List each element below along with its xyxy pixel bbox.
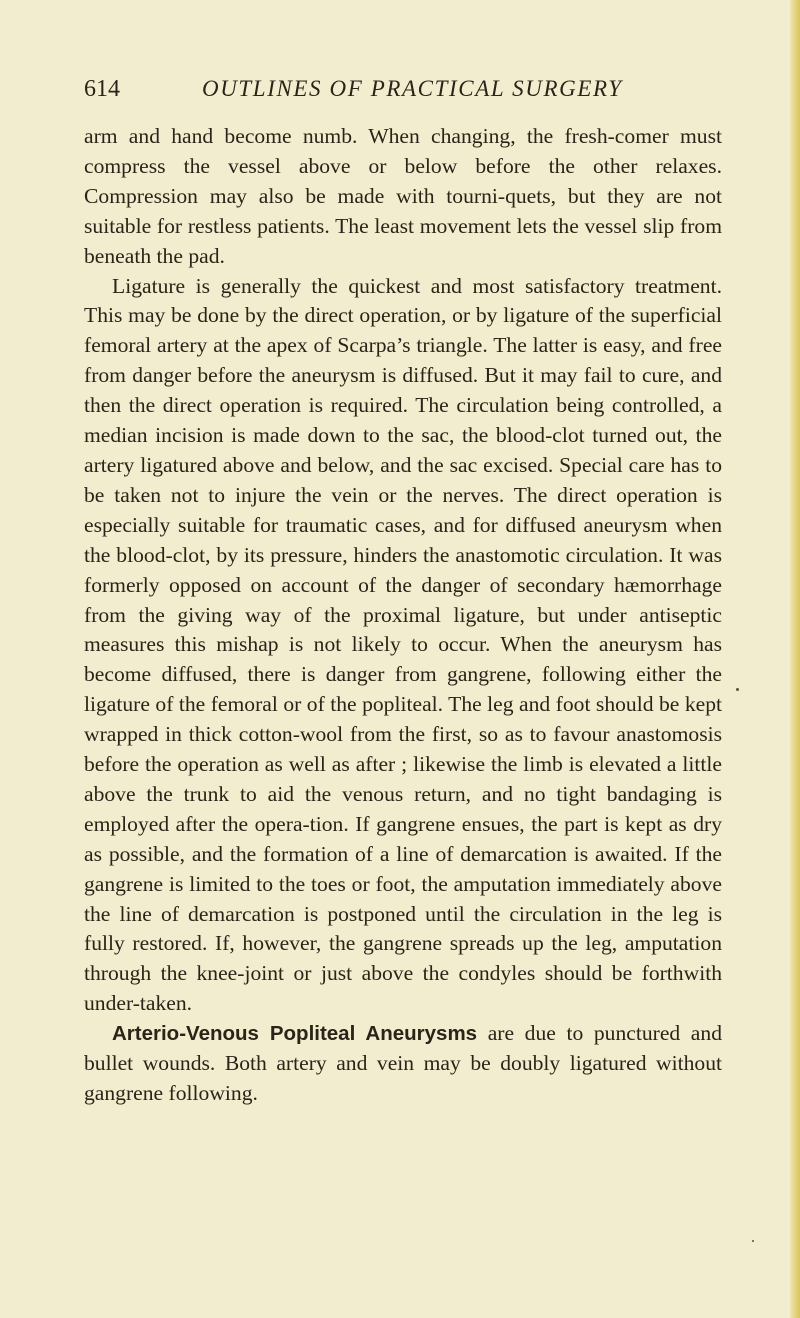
paragraph-text: are due to punctured and bullet wounds. Both artery and vein may be doubly ligatured without gangrene following.	[84, 1021, 722, 1105]
paragraph-continued	[84, 122, 722, 272]
page-edge	[790, 0, 800, 1318]
body-text	[84, 122, 722, 1109]
running-title: OUTLINES OF PRACTICAL SURGERY	[202, 76, 623, 101]
print-speck	[736, 688, 739, 691]
paragraph-ligature	[84, 272, 722, 1020]
page-header	[84, 72, 724, 106]
print-speck	[752, 1240, 754, 1242]
run-in-heading: Arterio-Venous Popliteal Aneurysms	[112, 1022, 478, 1046]
paragraph-arterio-venous	[84, 1019, 722, 1109]
paragraph-text: arm and hand become numb. When changing, the fresh-comer must compress the vessel above or below before the other relaxes. Compression may also be made with tourni-quets, but they are not suitable for restless patients. The least movement lets the vessel slip from beneath the pad.	[84, 124, 722, 268]
page-number: 614	[84, 76, 120, 102]
paragraph-text: Ligature is generally the quickest and most satisfactory treatment. This may be done by the direct operation, or by ligature of the superficial femoral artery at the apex of Scarpa’s triangle. The latter is easy, and free from danger before the aneurysm is diffused. But it may fail to cure, and then the direct operation is required. The circulation being controlled, a median incision is made down to the sac, the blood-clot turned out, the artery ligatured above and below, and the sac excised. Special care has to be taken not to injure the vein or the nerves. The direct operation is especially suitable for traumatic cases, and for diffused aneurysm when the blood-clot, by its pressure, hinders the anastomotic circulation. It was formerly opposed on account of the danger of secondary hæmorrhage from the giving way of the proximal ligature, but under antiseptic measures this mishap is not likely to occur. When the aneurysm has become diffused, there is danger from gangrene, following either the ligature of the femoral or of the popliteal. The leg and foot should be kept wrapped in thick cotton-wool from the first, so as to favour anastomosis before the operation as well as after ; likewise the limb is elevated a little above the trunk to aid the venous return, and no tight bandaging is employed after the opera-tion. If gangrene ensues, the part is kept as dry as possible, and the formation of a line of demarcation is awaited. If the gangrene is limited to the toes or foot, the amputation immediately above the line of demarcation is postponed until the circulation in the leg is fully restored. If, however, the gangrene spreads up the leg, amputation through the knee-joint or just above the condyles should be forthwith under-taken.	[84, 273, 722, 1016]
